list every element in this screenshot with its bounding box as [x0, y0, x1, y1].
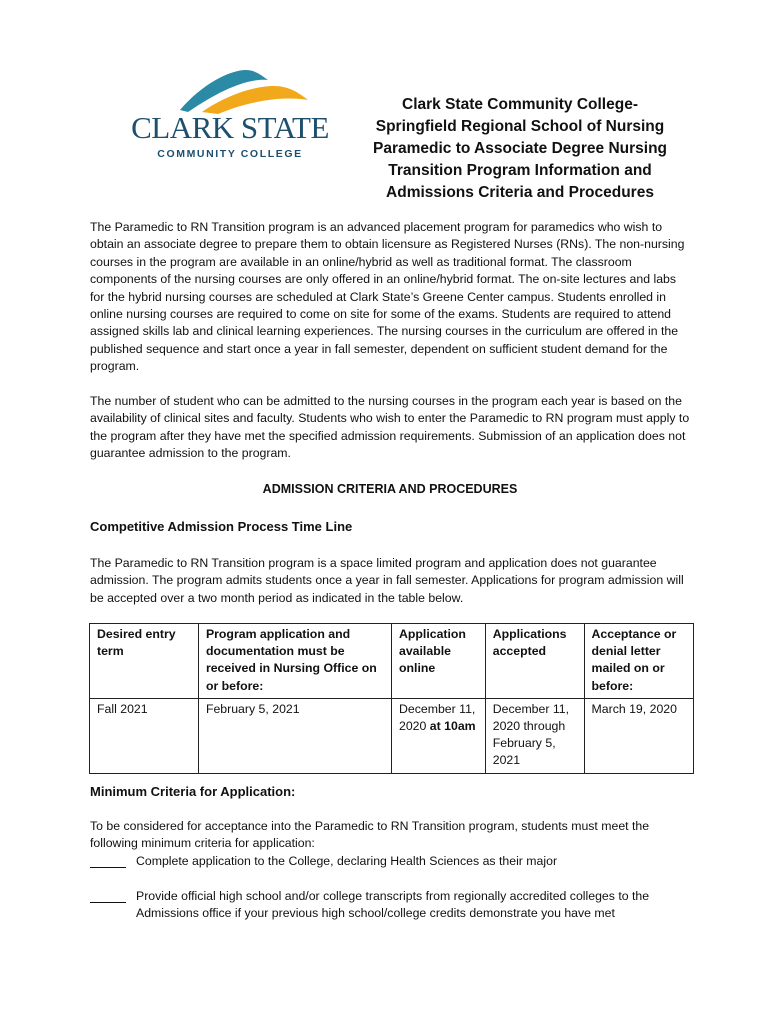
logo-subtitle: COMMUNITY COLLEGE	[157, 148, 303, 160]
table-header-row	[90, 624, 694, 699]
title-line: Clark State Community College-	[402, 96, 638, 113]
minimum-criteria-heading: Minimum Criteria for Application:	[90, 784, 296, 799]
logo-swoosh-icon	[128, 66, 332, 116]
cell-deadline: February 5, 2021	[198, 698, 391, 773]
clark-state-logo	[128, 66, 332, 166]
title-line: Transition Program Information and	[388, 162, 652, 179]
title-line: Paramedic to Associate Degree Nursing	[372, 140, 668, 157]
available-date: December 11, 2020	[399, 701, 476, 734]
logo-wordmark: CLARK STATE	[131, 110, 329, 145]
checkoff-blank[interactable]	[90, 853, 126, 868]
available-time-prefix: at	[429, 719, 441, 734]
capacity-paragraph: The number of student who can be admitted to the nursing courses in the program each year is based on the availability of clinical sites and faculty. Students who wish to enter the Paramedic to RN program must apply to the program after they have met the specified admission requirements. Submission of an application does not guarantee admission to the program.	[90, 394, 690, 461]
header-desired-term: Desired entry term	[90, 624, 199, 699]
cell-letter: March 19, 2020	[584, 698, 693, 773]
cell-accepted: December 11, 2020 through February 5, 2021	[485, 698, 584, 773]
table-row	[90, 698, 694, 773]
cell-available	[392, 698, 486, 773]
timeline-heading: Competitive Admission Process Time Line	[90, 519, 353, 534]
header-deadline: Program application and documentation must be received in Nursing Office on or before:	[198, 624, 391, 699]
timeline-paragraph: The Paramedic to RN Transition program is a space limited program and application does not guarantee admission. The program admits students once a year in fall semester. Applications for program admission will be accepted over a two month period as indicated in the table below.	[90, 556, 684, 605]
timeline-table	[89, 623, 694, 774]
header-available-online: Application available online	[392, 624, 486, 699]
header-letter: Acceptance or denial letter mailed on or before:	[584, 624, 693, 699]
cell-term: Fall 2021	[90, 698, 199, 773]
section-heading: ADMISSION CRITERIA AND PROCEDURES	[262, 482, 518, 496]
header-accepted: Applications accepted	[485, 624, 584, 699]
minimum-criteria-intro: To be considered for acceptance into the Paramedic to RN Transition program, students must meet the following minimum criteria for application:	[90, 819, 650, 851]
criteria-item-text: Complete application to the College, declaring Health Sciences as their major	[136, 854, 558, 868]
title-line: Admissions Criteria and Procedures	[386, 184, 654, 201]
checkoff-blank[interactable]	[90, 888, 126, 903]
intro-paragraph: The Paramedic to RN Transition program is an advanced placement program for paramedics who wish to obtain an associate degree to prepare them to obtain licensure as Registered Nurses (RNs). The non-nursing courses in the program are available in an online/hybrid as well as traditional format. The classroom components of the nursing courses are only offered in an online/hybrid format. The on-site lectures and labs for the hybrid nursing courses are scheduled at Clark State’s Greene Center campus. Students enrolled in online nursing courses are required to come on site for some of the exams. Students are required to attend assigned skills lab and clinical learning experiences. The nursing courses in the curriculum are offered in the published sequence and start once a year in fall semester, dependent on sufficient student demand for the program.	[90, 220, 685, 374]
title-line: Springfield Regional School of Nursing	[375, 118, 665, 135]
available-time: 10am	[444, 719, 476, 734]
document-title	[355, 94, 685, 204]
criteria-item-text: Provide official high school and/or college transcripts from regionally accredited colleges to the Admissions office if your previous high school/college credits demonstrate you have met	[136, 889, 650, 921]
